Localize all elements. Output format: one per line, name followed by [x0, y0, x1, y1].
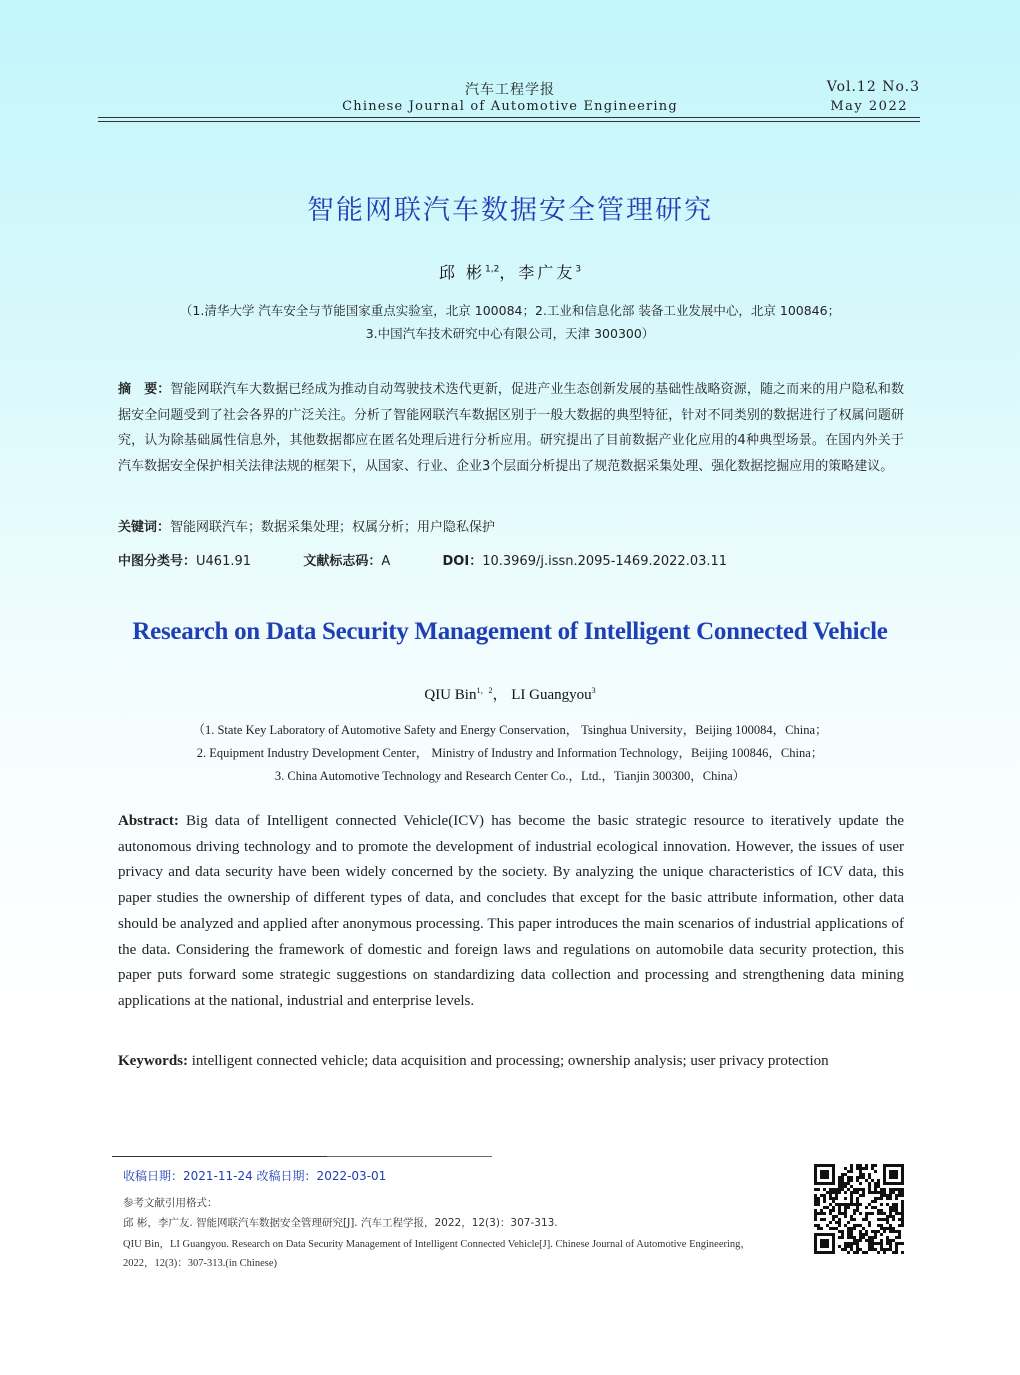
author-separator-en: ， [492, 687, 508, 703]
classification-row [118, 550, 904, 569]
qr-code-icon [814, 1164, 904, 1254]
doc-code-value: A [381, 554, 391, 569]
abstract-en [118, 809, 904, 1015]
doi-value: 10.3969/j.issn.2095-1469.2022.03.11 [482, 554, 728, 569]
author-1-en: QIU Bin [424, 687, 477, 703]
received-dates: 收稿日期：2021-11-24 改稿日期：2022-03-01 [123, 1169, 387, 1183]
author-2-en: LI Guangyou [511, 687, 592, 703]
header-rule-thick [98, 117, 920, 118]
author-1-cn-affil: 1,2 [485, 264, 500, 275]
footnote-rule-accent [112, 1156, 327, 1157]
keywords-en [118, 1048, 904, 1075]
keywords-cn [118, 516, 904, 535]
keywords-en-label: Keywords: [118, 1053, 188, 1069]
journal-name-cn: 汽车工程学报 [465, 82, 555, 98]
citation-en: QIU Bin，LI Guangyou. Research on Data Security Management of Intelligent Connected Vehicle[J]. Chinese Journal of Automotive Engineering，2022，12(3)：307-313.(in Chinese) [123, 1239, 751, 1269]
keywords-cn-text: 智能网联汽车；数据采集处理；权属分析；用户隐私保护 [170, 520, 496, 535]
author-separator-cn: ， [499, 263, 519, 282]
citation-cn: 邱 彬，李广友. 智能网联汽车数据安全管理研究[J]. 汽车工程学报，2022，12(3)：307-313. [123, 1217, 558, 1229]
volume-number: Vol.12 No.3 [826, 79, 920, 95]
paper-title-cn: 智能网联汽车数据安全管理研究 [307, 195, 713, 226]
doc-code-label: 文献标志码： [303, 554, 382, 569]
keywords-en-text: intelligent connected vehicle; data acquisition and processing; ownership analysis; user privacy protection [191, 1053, 829, 1069]
abstract-en-text: Big data of Intelligent connected Vehicle(ICV) has become the basic strategic resource to iteratively update the autonomous driving technology and to promote the development of industrial ecological innovation. However, the issues of user privacy and data security have been widely concerned by the society. By analyzing the unique characteristics of ICV data, this paper studies the ownership of different types of data, and concludes that except for the basic attribute information, other data should be analyzed and applied after anonymous processing. This paper introduces the main scenarios of industrial applications of the data. Considering the framework of domestic and foreign laws and regulations on automobile data security protection, this paper puts forward some strategic suggestions on standardizing data collection and processing and strengthening data mining applications at the national, industrial and enterprise levels. [118, 813, 904, 1009]
authors-cn [0, 260, 1020, 283]
doi-label: DOI： [442, 554, 483, 569]
abstract-en-label: Abstract: [118, 813, 179, 829]
affiliation-cn-line1: （1.清华大学 汽车安全与节能国家重点实验室，北京 100084；2.工业和信息化部 装备工业发展中心，北京 100846； [179, 303, 841, 318]
affiliation-en-line1: （1. State Key Laboratory of Automotive Safety and Energy Conservation， Tsinghua University，Beijing 100084，China； [192, 723, 828, 737]
author-2-cn-affil: 3 [575, 264, 582, 275]
citation-format-label: 参考文献引用格式： [123, 1197, 218, 1209]
author-2-en-affil: 3 [591, 686, 596, 695]
issue-date: May 2022 [830, 99, 908, 114]
header-rule-thin [98, 121, 920, 122]
affiliation-en-line3: 3. China Automotive Technology and Research Center Co.，Ltd.，Tianjin 300300，China） [274, 769, 746, 783]
author-2-cn: 李广友 [518, 263, 576, 282]
clc-label: 中图分类号： [118, 554, 197, 569]
affiliation-cn-line2: 3.中国汽车技术研究中心有限公司，天津 300300） [365, 326, 655, 341]
affiliation-en-line2: 2. Equipment Industry Development Center， Ministry of Industry and Information Technology，Beijing 100846，China； [196, 746, 824, 760]
abstract-cn-label: 摘 要： [118, 382, 171, 397]
authors-en [0, 683, 1020, 704]
keywords-cn-label: 关键词： [118, 520, 171, 535]
abstract-cn-text: 智能网联汽车大数据已经成为推动自动驾驶技术迭代更新，促进产业生态创新发展的基础性战略资源，随之而来的用户隐私和数据安全问题受到了社会各界的广泛关注。分析了智能网联汽车数据区别于一般大数据的典型特征，针对不同类别的数据进行了权属问题研究，认为除基础属性信息外，其他数据都应在匿名处理后进行分析应用。研究提出了目前数据产业化应用的4种典型场景。在国内外关于汽车数据安全保护相关法律法规的框架下，从国家、行业、企业3个层面分析提出了规范数据采集处理、强化数据挖掘应用的策略建议。 [118, 382, 904, 474]
abstract-cn [118, 377, 904, 479]
author-1-en-affil: 1，2 [476, 686, 493, 695]
journal-name-en: Chinese Journal of Automotive Engineering [342, 99, 678, 114]
clc-value: U461.91 [196, 554, 252, 569]
paper-title-en: Research on Data Security Management of Intelligent Connected Vehicle [132, 618, 888, 645]
author-1-cn: 邱 彬 [438, 263, 485, 282]
